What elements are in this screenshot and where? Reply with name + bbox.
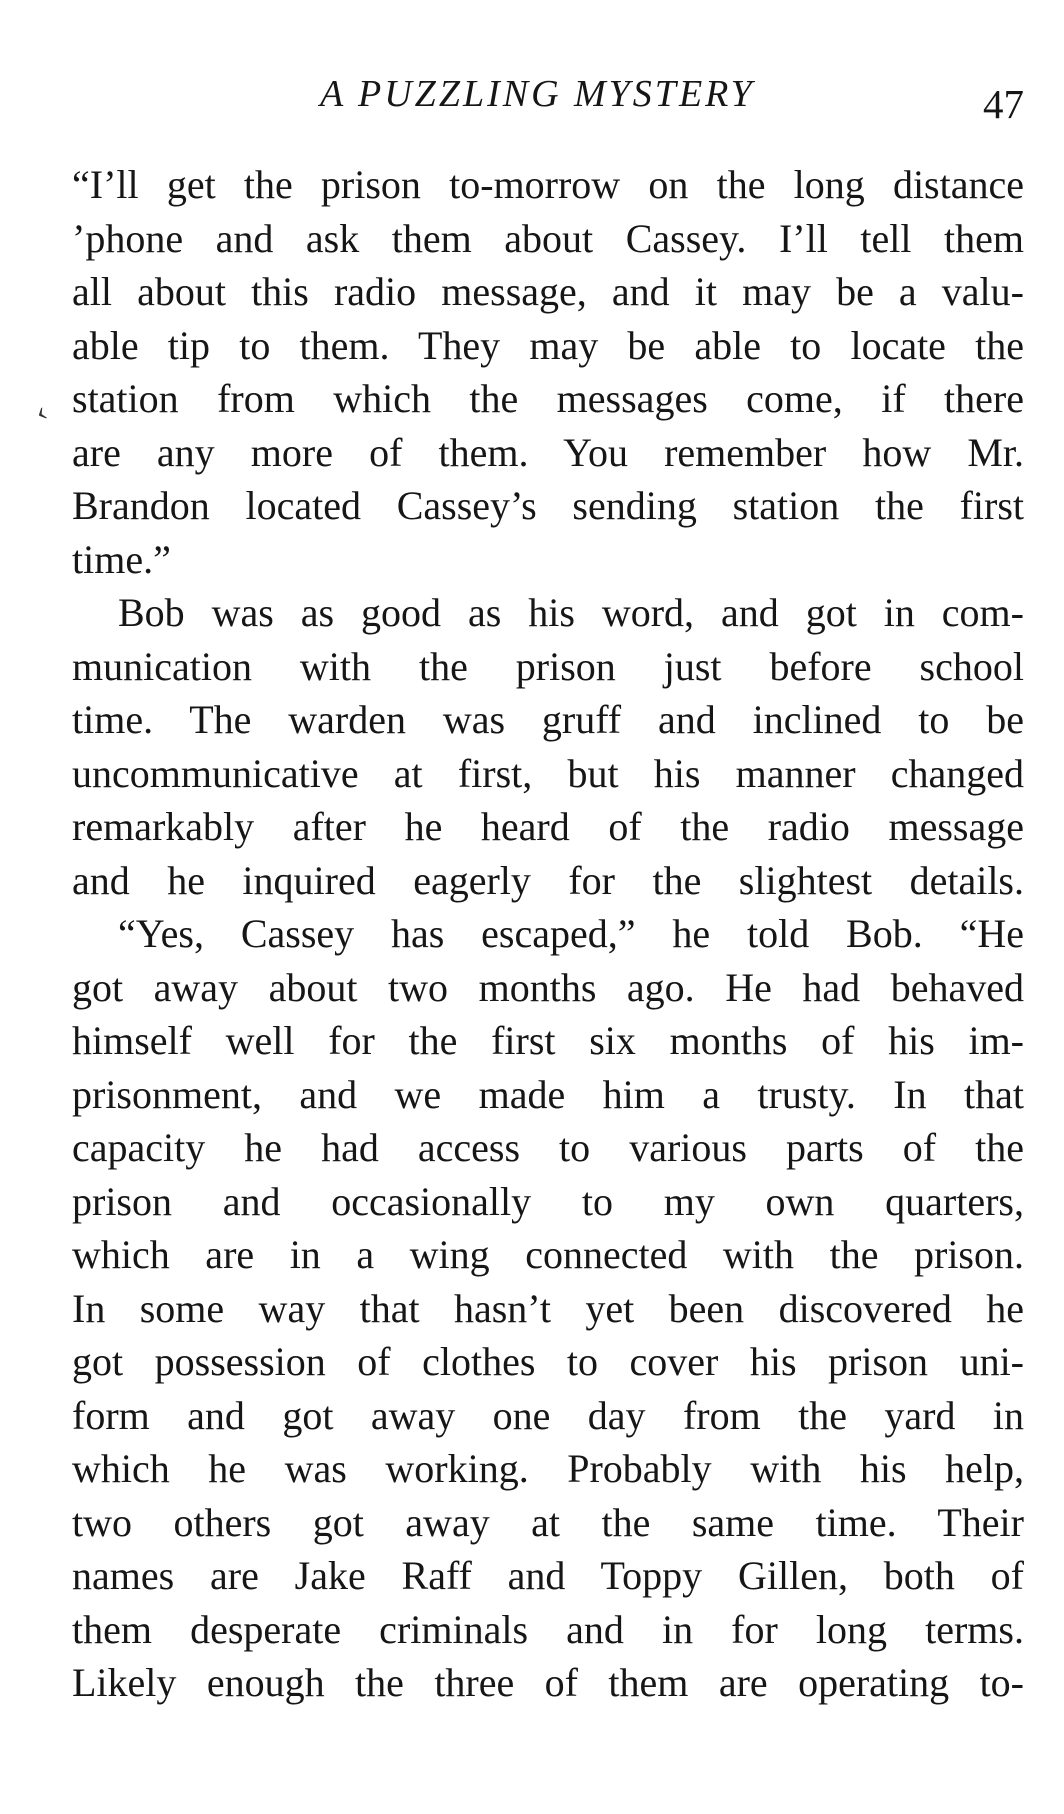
text-line: time.” [72, 536, 171, 582]
margin-pencil-mark: ‹ [29, 394, 53, 429]
text-line: “I’ll get the prison to-morrow on the long distance [72, 162, 1024, 207]
text-line: uncommunicative at first, but his manner changed [72, 750, 1024, 796]
body-text [72, 158, 1024, 1710]
text-line: are any more of them. You remember how Mr. [72, 429, 1024, 475]
text-line: In some way that hasn’t yet been discovered he [72, 1285, 1024, 1331]
paragraph-start-line: Bob was as good as his word, and got in com- [118, 590, 1024, 635]
text-line: prisonment, and we made him a trusty. In that [72, 1071, 1024, 1117]
paragraph-start-line: “Yes, Cassey has escaped,” he told Bob. “He [118, 911, 1024, 956]
text-line: form and got away one day from the yard in [72, 1392, 1024, 1438]
text-line: got possession of clothes to cover his prison uni- [72, 1339, 1024, 1384]
text-line: Brandon located Cassey’s sending station the first [72, 483, 1024, 528]
text-line: names are Jake Raff and Toppy Gillen, both of [72, 1553, 1024, 1598]
running-head [0, 72, 1064, 132]
text-line: prison and occasionally to my own quarters, [72, 1178, 1024, 1224]
text-line: ’phone and ask them about Cassey. I’ll tell them [72, 215, 1024, 261]
text-line: able tip to them. They may be able to locate the [72, 322, 1024, 368]
text-line: station from which the messages come, if there [72, 376, 1024, 421]
text-line: Likely enough the three of them are operating to- [72, 1660, 1024, 1705]
text-line: munication with the prison just before school [72, 643, 1024, 689]
text-line: all about this radio message, and it may be a valu- [72, 269, 1024, 314]
text-line: got away about two months ago. He had behaved [72, 964, 1024, 1010]
text-line: which he was working. Probably with his help, [72, 1446, 1024, 1491]
running-title: A PUZZLING MYSTERY [320, 73, 755, 115]
page-number: 47 [983, 81, 1024, 127]
text-line: remarkably after he heard of the radio message [72, 804, 1024, 849]
text-line: them desperate criminals and in for long terms. [72, 1606, 1024, 1652]
text-line: himself well for the first six months of his im- [72, 1018, 1024, 1063]
text-line: two others got away at the same time. Their [72, 1499, 1024, 1545]
text-line: capacity he had access to various parts of the [72, 1125, 1024, 1170]
text-line: time. The warden was gruff and inclined to be [72, 697, 1024, 742]
text-line: and he inquired eagerly for the slightest details. [72, 857, 1024, 903]
text-line: which are in a wing connected with the prison. [72, 1232, 1024, 1277]
